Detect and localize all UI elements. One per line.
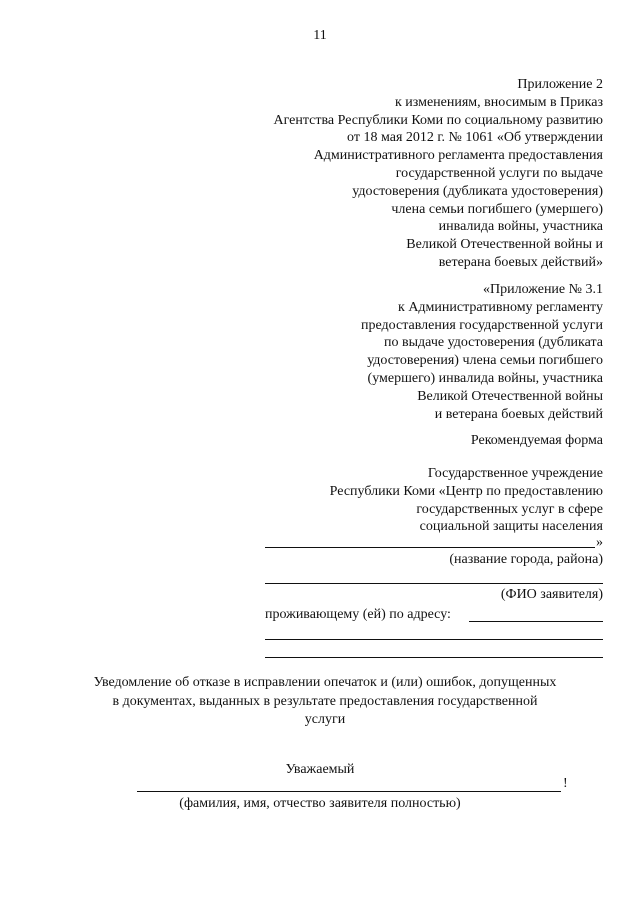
appendix-header (274, 76, 604, 272)
appendix-3-1-line: и ветерана боевых действий (434, 406, 603, 422)
notice-title-line: в документах, выданных в результате предоставления государственной (112, 693, 538, 709)
address-blank-line (469, 621, 603, 622)
appendix-header-line: от 18 мая 2012 г. № 1061 «Об утверждении (347, 130, 603, 146)
institution-line: государственных услуг в сфере (416, 501, 603, 517)
recommended-form-label (471, 432, 603, 450)
fullname-blank-line (137, 791, 561, 792)
appendix-header-line: удостоверения (дубликата удостоверения) (352, 183, 603, 199)
applicant-blank-line (265, 583, 603, 584)
institution-line: социальной защиты населения (419, 519, 603, 535)
notice-title (60, 674, 590, 730)
appendix-3-1-line: к Административному регламенту (398, 299, 603, 315)
fullname-caption: (фамилия, имя, отчество заявителя полностью) (179, 796, 461, 811)
recommended-form-text: Рекомендуемая форма (470, 433, 603, 448)
notice-title-line: Уведомление об отказе в исправлении опечаток и (или) ошибок, допущенных (93, 675, 557, 690)
appendix-3-1-line: «Приложение № 3.1 (483, 282, 603, 297)
institution-line: Государственное учреждение (427, 466, 603, 481)
appendix-header-line: Административного регламента предоставления (313, 148, 603, 164)
notice-title-line: услуги (304, 712, 346, 727)
appendix-3-1-line: предоставления государственной услуги (361, 317, 603, 333)
salutation: Уважаемый (285, 762, 355, 777)
applicant-caption: (ФИО заявителя) (500, 587, 603, 602)
appendix-header-line: Великой Отечественной войны и (406, 237, 603, 253)
appendix-header-line: Агентства Республики Коми по социальному развитию (273, 112, 603, 128)
city-caption: (название города, района) (449, 552, 603, 567)
address-blank-line-2 (265, 639, 603, 640)
address-label: проживающему (ей) по адресу: (265, 607, 451, 622)
appendix-header-line: государственной услуги по выдаче (395, 165, 603, 181)
closing-quote: » (596, 535, 603, 550)
appendix-3-1-header (361, 281, 603, 423)
city-blank-line (265, 547, 595, 548)
appendix-3-1-line: удостоверения) члена семьи погибшего (367, 353, 603, 369)
appendix-header-line: ветерана боевых действий» (438, 254, 603, 270)
appendix-header-line: инвалида войны, участника (438, 219, 603, 235)
institution-line: Республики Коми «Центр по предоставлению (329, 483, 603, 499)
appendix-header-line: к изменениям, вносимым в Приказ (394, 94, 603, 110)
institution-block (330, 465, 603, 536)
appendix-header-line: члена семьи погибшего (умершего) (391, 201, 603, 217)
page-number: 11 (313, 28, 327, 43)
appendix-3-1-line: Великой Отечественной войны (417, 388, 603, 404)
appendix-3-1-line: (умершего) инвалида войны, участника (367, 370, 603, 386)
appendix-header-line: Приложение 2 (517, 77, 603, 92)
address-blank-line-3 (265, 657, 603, 658)
appendix-3-1-line: по выдаче удостоверения (дубликата (384, 335, 603, 351)
exclamation-mark: ! (563, 776, 568, 791)
